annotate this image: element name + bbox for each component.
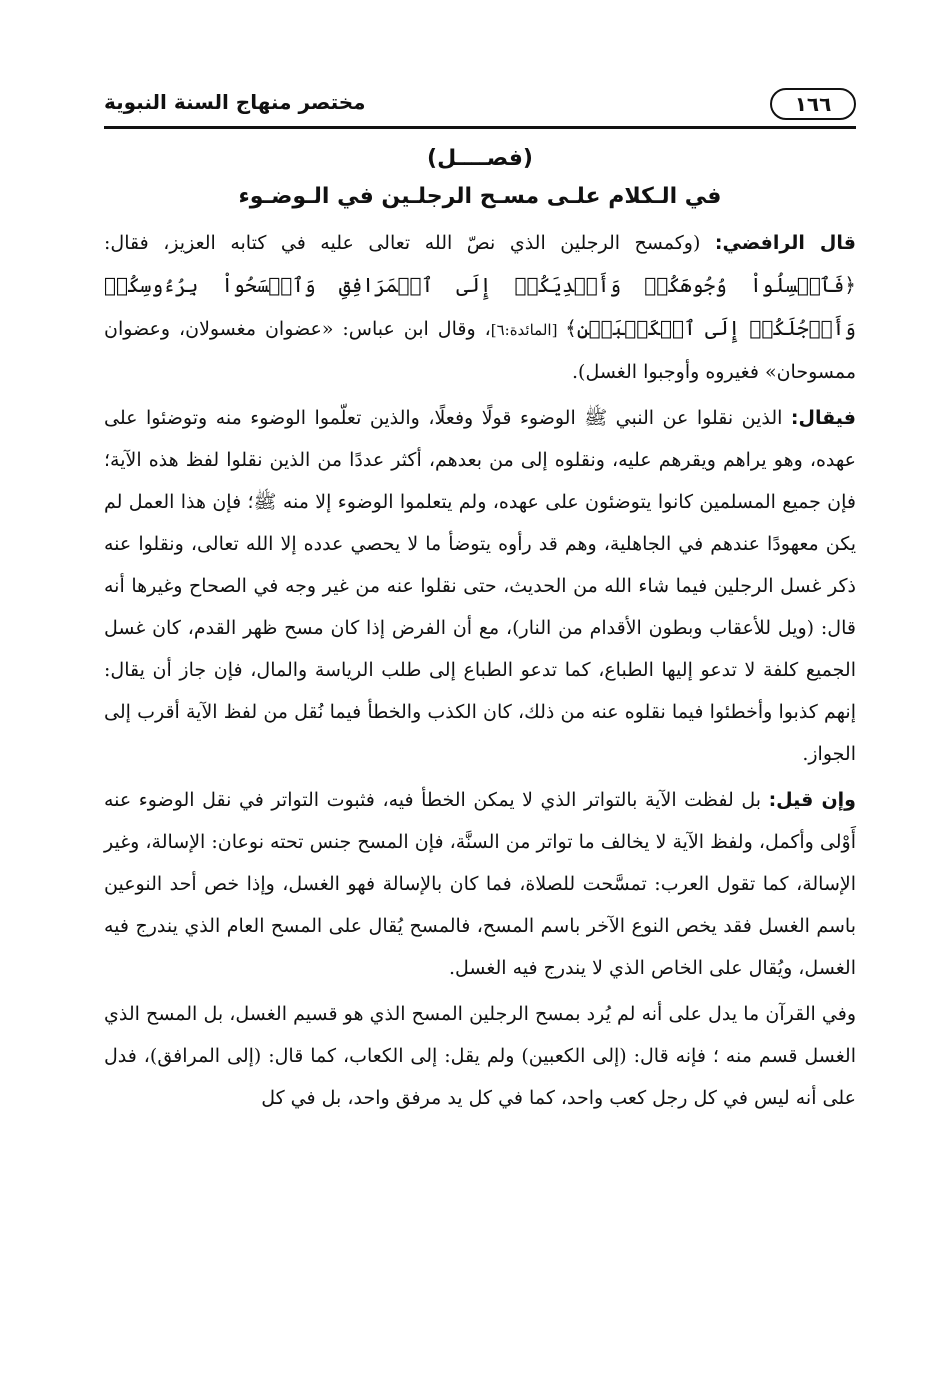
paragraph-text-tail: ، وقال ابن عباس: «عضوان مغسولان، وعضوان ممسوحان» فغيروه وأوجبوا الغسل). <box>104 318 856 383</box>
section-title: (فصــــل) <box>427 146 533 171</box>
verse-citation: [المائدة:٦] <box>490 321 566 339</box>
paragraph-rafidi-claim <box>104 222 856 393</box>
book-title: مختصر منهاج السنة النبوية <box>104 90 366 114</box>
quran-verse: ﴿فَٱغۡسِلُواْ وُجُوهَكُمۡ وَأَيۡدِيَكُمۡ إِلَى ٱلۡمَرَافِقِ وَٱمۡسَحُواْ بِرُءُوسِكُمۡ وَأَرۡجُلَكُمۡ إِلَى ٱلۡكَعۡبَيۡنِ﴾ <box>104 273 857 340</box>
paragraph-text: الذين نقلوا عن النبي ﷺ الوضوء قولًا وفعلًا، والذين تعلّموا الوضوء منه وتوضئوا على عهده، وهو يراهم ويقرهم عليه، ونقلوه إلى من بعدهم، أكثر عددًا من الذين نقلوا لفظ هذه الآية؛ فإن جميع المسلمين كانوا يتوضئون على عهده، ولم يتعلموا الوضوء إلا منه ﷺ؛ فإن هذا العمل لم يكن معهودًا عندهم في الجاهلية، وهم قد رأوه يتوضأ ما لا يحصي عدده إلا الله تعالى، ونقلوا عنه ذكر غسل الرجلين فيما شاء الله من الحديث، حتى نقلوا عنه من غير وجه في الصحاح وغيرها أنه قال: (ويل للأعقاب وبطون الأقدام من النار)، مع أن الفرض إذا كان مسح ظهر القدم، كان غسل الجميع كلفة لا تدعو إليها الطباع، كما تدعو الطباع إلى طلب الرياسة والمال، فإن جاز أن يقال: إنهم كذبوا وأخطئوا فيما نقلوه عنه من ذلك، كان الكذب والخطأ فيما نُقل من لفظ الآية أقرب إلى الجواز. <box>104 407 856 765</box>
header-divider <box>104 126 856 129</box>
paragraph-quran-evidence <box>104 993 856 1119</box>
section-subtitle: في الـكلام علـى مسـح الرجلـين في الـوضـوء <box>238 184 722 209</box>
speaker-label: فيقال: <box>790 407 856 429</box>
paragraph-text: بل لفظت الآية بالتواتر الذي لا يمكن الخطأ فيه، فثبوت التواتر في نقل الوضوء عنه أَوْلى وأكمل، ولفظ الآية لا يخالف ما تواتر من السنَّة، فإن المسح جنس تحته نوعان: الإسالة، وغير الإسالة، كما تقول العرب: تمسَّحت للصلاة، فما كان بالإسالة فهو الغسل، وإذا خص أحد النوعين باسم الغسل فقد يخص النوع الآخر باسم المسح، فالمسح يُقال على المسح العام الذي يندرج فيه الغسل، ويُقال على الخاص الذي لا يندرج فيه الغسل. <box>104 789 856 979</box>
body-text <box>104 222 856 1119</box>
paragraph-response <box>104 397 856 775</box>
paragraph-text: (وكمسح الرجلين الذي نصّ الله تعالى عليه في كتابه العزيز، فقال: <box>104 232 715 254</box>
speaker-label: قال الرافضي: <box>714 232 856 254</box>
paragraph-objection <box>104 779 856 989</box>
page-number-badge: ١٦٦ <box>770 88 856 120</box>
paragraph-text: وفي القرآن ما يدل على أنه لم يُرد بمسح الرجلين المسح الذي هو قسيم الغسل، بل المسح الذي الغسل قسم منه ؛ فإنه قال: (إلى الكعبين) ولم يقل: إلى الكعاب، كما قال: (إلى المرافق)، فدل على أنه ليس في كل رجل كعب واحد، كما في كل يد مرفق واحد، بل في كل <box>104 1003 856 1109</box>
speaker-label: وإن قيل: <box>768 789 856 811</box>
page-header <box>104 86 856 130</box>
